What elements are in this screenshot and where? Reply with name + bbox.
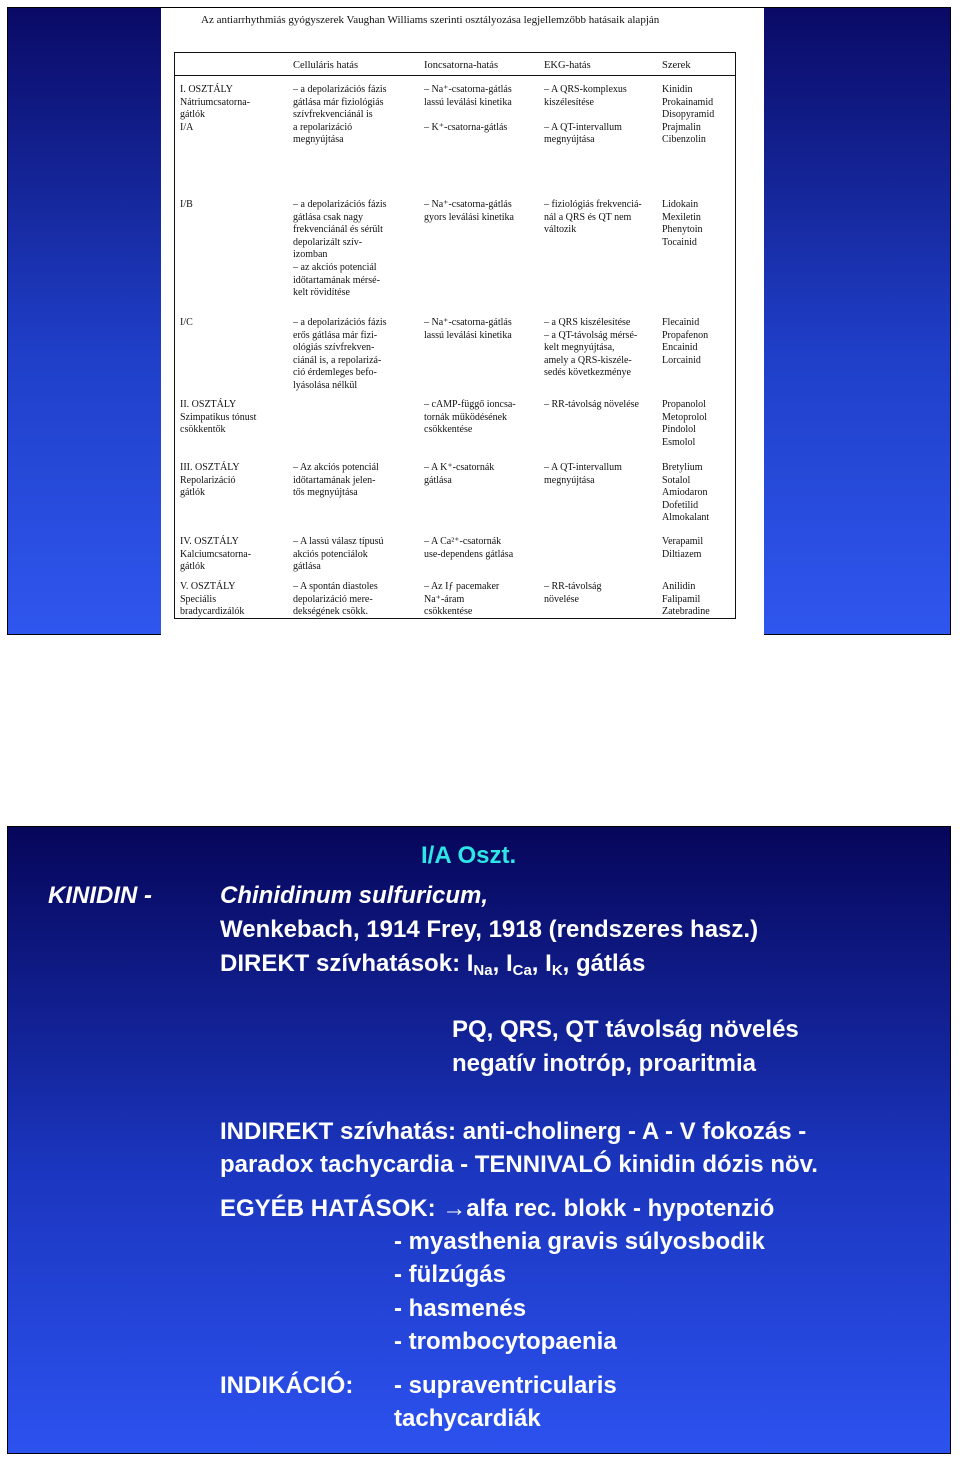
cell-line: IV. OSZTÁLY <box>180 536 239 547</box>
ion-channel-cell <box>424 84 512 134</box>
drug-list-cell <box>662 399 707 449</box>
cell-line: depolarizáció mere- <box>293 593 373 605</box>
cell-line: Na⁺-áram <box>424 593 465 605</box>
drug-list-cell <box>662 581 710 619</box>
cell-line: változik <box>544 224 577 236</box>
cell-line: izomban <box>293 249 328 261</box>
cell-line: Dofetilid <box>662 499 699 511</box>
cell-line: – A lassú válasz típusú <box>293 536 384 547</box>
effect-line-1: PQ, QRS, QT távolság növelés <box>452 1016 799 1043</box>
cell-line: V. OSZTÁLY <box>180 581 236 592</box>
direct-effects: DIREKT szívhatások: $I_{Na}$, $I_{Ca}$, $I_K$, gátlás <box>220 950 646 979</box>
doc-title: Az antiarrhythmiás gyógyszerek Vaughan Williams szerinti osztályozása legjellemzőbb hatásaik alapján <box>201 14 660 26</box>
ion-channel-cell <box>424 317 512 342</box>
cell-line: Cibenzolin <box>662 134 706 146</box>
ion-channel-cell <box>424 536 513 561</box>
cell-line: kelt megnyújtása, <box>544 342 615 354</box>
indication-line-1: - supraventricularis <box>394 1372 617 1399</box>
cell-line: – a QT-távolság mérsé- <box>544 329 638 341</box>
cell-line: I/C <box>180 317 193 328</box>
cell-line: – A spontán diastoles <box>293 581 378 592</box>
drug-list-cell <box>662 317 708 367</box>
cell-line: – A K⁺-csatornák <box>424 462 495 473</box>
header-divider <box>175 75 735 76</box>
cell-line <box>544 109 627 122</box>
cell-line: Pindolol <box>662 424 696 436</box>
class-label: I/A Oszt. <box>421 842 517 869</box>
ekg-effect-cell <box>544 462 622 487</box>
cell-line: kelt rövidítése <box>293 287 350 299</box>
cell-line: amely a QRS-kiszéle- <box>544 354 632 366</box>
class-cell <box>180 317 193 330</box>
cell-line: Sotalol <box>662 474 691 486</box>
class-cell <box>180 199 193 212</box>
ion-channel-cell <box>424 399 516 437</box>
side-effects-line: EGYÉB HATÁSOK: →alfa rec. blokk - hypotenzió <box>220 1195 775 1222</box>
cellular-effect-cell <box>293 462 379 500</box>
cell-line: Speciális <box>180 593 217 605</box>
cell-line: frekvenciánál és sérült <box>293 224 383 236</box>
cell-line: lassú leválási kinetika <box>424 329 512 341</box>
ekg-effect-cell <box>544 399 639 412</box>
cellular-effect-cell <box>293 536 384 574</box>
class-cell <box>180 84 250 134</box>
cell-line <box>424 109 512 122</box>
cell-line: Zatebradine <box>662 606 710 618</box>
cell-line: I. OSZTÁLY <box>180 84 233 95</box>
indication-label: INDIKÁCIÓ: <box>220 1372 354 1399</box>
history-line: Wenkebach, 1914 Frey, 1918 (rendszeres hasz.) <box>220 916 759 943</box>
class-cell <box>180 399 256 437</box>
cell-line: Verapamil <box>662 536 704 547</box>
cell-line: gátlása <box>424 474 452 486</box>
drug-list-cell <box>662 462 709 525</box>
cellular-effect-cell <box>293 581 378 619</box>
cell-line: kiszélesítése <box>544 96 594 108</box>
cell-line: szívfrekvenciánál is <box>293 109 373 121</box>
drug-list-cell <box>662 536 703 561</box>
cell-line: – a depolarizációs fázis <box>293 84 387 95</box>
cell-line: – Na⁺-csatorna-gátlás <box>424 317 512 328</box>
cellular-effect-cell <box>293 317 387 393</box>
cell-line: Almokalant <box>662 512 710 524</box>
cell-line: csökkentők <box>180 424 226 436</box>
cell-line: – a depolarizációs fázis <box>293 317 387 328</box>
cell-line: erős gátlása már fizi- <box>293 329 378 341</box>
cell-line: – Az akciós potenciál <box>293 462 379 473</box>
cell-line: Falipamil <box>662 593 701 605</box>
cell-line: II. OSZTÁLY <box>180 399 237 410</box>
cell-line: ció érdemleges befo- <box>293 367 377 379</box>
class-cell <box>180 462 240 500</box>
cell-line: lyásolása nélkül <box>293 379 358 391</box>
cellular-effect-cell <box>293 199 387 300</box>
cell-line: ológiás szívfrekven- <box>293 342 375 354</box>
class-cell <box>180 581 244 619</box>
header-ekg: EKG-hatás <box>544 60 591 71</box>
cell-line: nál a QRS és QT nem <box>544 211 632 223</box>
ion-channel-cell <box>424 462 494 487</box>
cell-line: Amiodaron <box>662 487 708 499</box>
indirect-line-2: paradox tachycardia - TENNIVALÓ kinidin dózis növ. <box>220 1151 818 1178</box>
cell-line: Propafenon <box>662 329 709 341</box>
cell-line: csökkentése <box>424 606 473 618</box>
cell-line: – a depolarizációs fázis <box>293 199 387 210</box>
ekg-effect-cell <box>544 199 642 237</box>
cell-line: időtartamának mérsé- <box>293 274 380 286</box>
cell-line: sedés következménye <box>544 367 631 379</box>
cell-line: – cAMP-függő ioncsa- <box>424 399 516 410</box>
cell-line: III. OSZTÁLY <box>180 462 240 473</box>
cell-line: – RR-távolság <box>544 581 602 592</box>
effect-line-2: negatív inotróp, proaritmia <box>452 1050 757 1077</box>
cell-line: Flecainid <box>662 317 700 328</box>
drug-name: Chinidinum sulfuricum, <box>220 882 488 909</box>
side-effect-item: - trombocytopaenia <box>394 1328 617 1355</box>
scanned-table-page <box>161 8 764 636</box>
cell-line: – Az Iƒ pacemaker <box>424 581 500 592</box>
header-cellular: Celluláris hatás <box>293 60 359 71</box>
cell-line: Prokainamid <box>662 96 714 108</box>
cell-line: dekségének csökk. <box>293 606 368 618</box>
cell-line: Esmolol <box>662 436 696 448</box>
cell-line: use-dependens gátlása <box>424 548 514 560</box>
cell-line: megnyújtása <box>293 134 344 146</box>
cell-line: Lorcainid <box>662 354 701 366</box>
cell-line: Phenytoin <box>662 224 703 236</box>
cell-line: – Na⁺-csatorna-gátlás <box>424 199 512 210</box>
cell-line: Diltiazem <box>662 548 702 560</box>
ion-channel-cell <box>424 199 514 224</box>
cell-line: – fiziológiás frekvenciá- <box>544 199 642 210</box>
cell-line: bradycardizálók <box>180 606 245 618</box>
side-effect-item: - fülzúgás <box>394 1261 506 1288</box>
ekg-effect-cell <box>544 317 637 380</box>
cell-line: lassú leválási kinetika <box>424 96 512 108</box>
cell-line: Kinidin <box>662 84 693 95</box>
cell-line: gyors leválási kinetika <box>424 211 514 223</box>
cell-line: I/A <box>180 121 194 133</box>
cell-line: Tocainid <box>662 236 697 248</box>
cell-line: Prajmalin <box>662 121 701 133</box>
drug-label: KINIDIN - <box>48 882 152 909</box>
cell-line: tornák működésének <box>424 411 508 423</box>
ekg-effect-cell <box>544 84 627 147</box>
cell-line: gátlása csak nagy <box>293 211 363 223</box>
drug-list-cell <box>662 199 703 249</box>
header-ion-channel: Ioncsatorna-hatás <box>424 60 499 71</box>
cell-line: megnyújtása <box>544 134 595 146</box>
slide-table <box>7 7 951 635</box>
cell-line: gátlása <box>293 561 321 573</box>
cell-line: depolarizált szív- <box>293 236 363 248</box>
arrow-right-icon: → <box>442 1195 467 1222</box>
side-effect-item: - myasthenia gravis súlyosbodik <box>394 1228 765 1255</box>
cell-line: – RR-távolság növelése <box>544 399 639 410</box>
cell-line: Anilidin <box>662 581 696 592</box>
cell-line: – Na⁺-csatorna-gátlás <box>424 84 512 95</box>
ion-channel-cell <box>424 581 499 619</box>
cell-line: Mexiletin <box>662 211 701 223</box>
cell-line: csökkentése <box>424 424 473 436</box>
cell-line: a repolarizáció <box>293 121 353 133</box>
cell-line: – a QRS kiszélesítése <box>544 317 631 328</box>
cell-line: Kalciumcsatorna- <box>180 548 252 560</box>
cellular-effect-cell <box>293 84 387 147</box>
cell-line: – K⁺-csatorna-gátlás <box>424 121 508 133</box>
cell-line: Repolarizáció <box>180 474 236 486</box>
cell-line: – az akciós potenciál <box>293 261 377 273</box>
slide-kinidin <box>7 826 951 1454</box>
cell-line: gátlása már fiziológiás <box>293 96 384 108</box>
cell-line: akciós potenciálok <box>293 548 368 560</box>
indication-line-2: tachycardiák <box>394 1405 541 1432</box>
cell-line: – A Ca²⁺-csatornák <box>424 536 502 547</box>
cell-line: Disopyramid <box>662 109 715 121</box>
cell-line: Bretylium <box>662 462 703 473</box>
cell-line: – A QRS-komplexus <box>544 84 627 95</box>
cell-line: Szimpatikus tónust <box>180 411 257 423</box>
class-cell <box>180 536 251 574</box>
indirect-line-1: INDIREKT szívhatás: anti-cholinerg - A - V fokozás - <box>220 1118 807 1145</box>
drug-list-cell <box>662 84 714 147</box>
classification-table <box>174 52 736 619</box>
cell-line: Encainid <box>662 342 698 354</box>
cell-line: gátlók <box>180 109 205 121</box>
cell-line: Lidokain <box>662 199 699 210</box>
cell-line: növelése <box>544 593 579 605</box>
cell-line: I/B <box>180 199 193 210</box>
cell-line: Propanolol <box>662 399 706 410</box>
cell-line: megnyújtása <box>544 474 595 486</box>
cell-line: Nátriumcsatorna- <box>180 96 250 108</box>
cell-line: gátlók <box>180 561 205 573</box>
cell-line: – A QT-intervallum <box>544 462 622 473</box>
ekg-effect-cell <box>544 581 602 606</box>
cell-line: Metoprolol <box>662 411 707 423</box>
header-drugs: Szerek <box>662 60 691 71</box>
cell-line: tős megnyújtása <box>293 487 358 499</box>
cell-line: ciánál is, a repolarizá- <box>293 354 382 366</box>
side-effect-item: - hasmenés <box>394 1295 527 1322</box>
cell-line: gátlók <box>180 487 205 499</box>
cell-line: – A QT-intervallum <box>544 121 622 133</box>
cell-line: időtartamának jelen- <box>293 474 376 486</box>
